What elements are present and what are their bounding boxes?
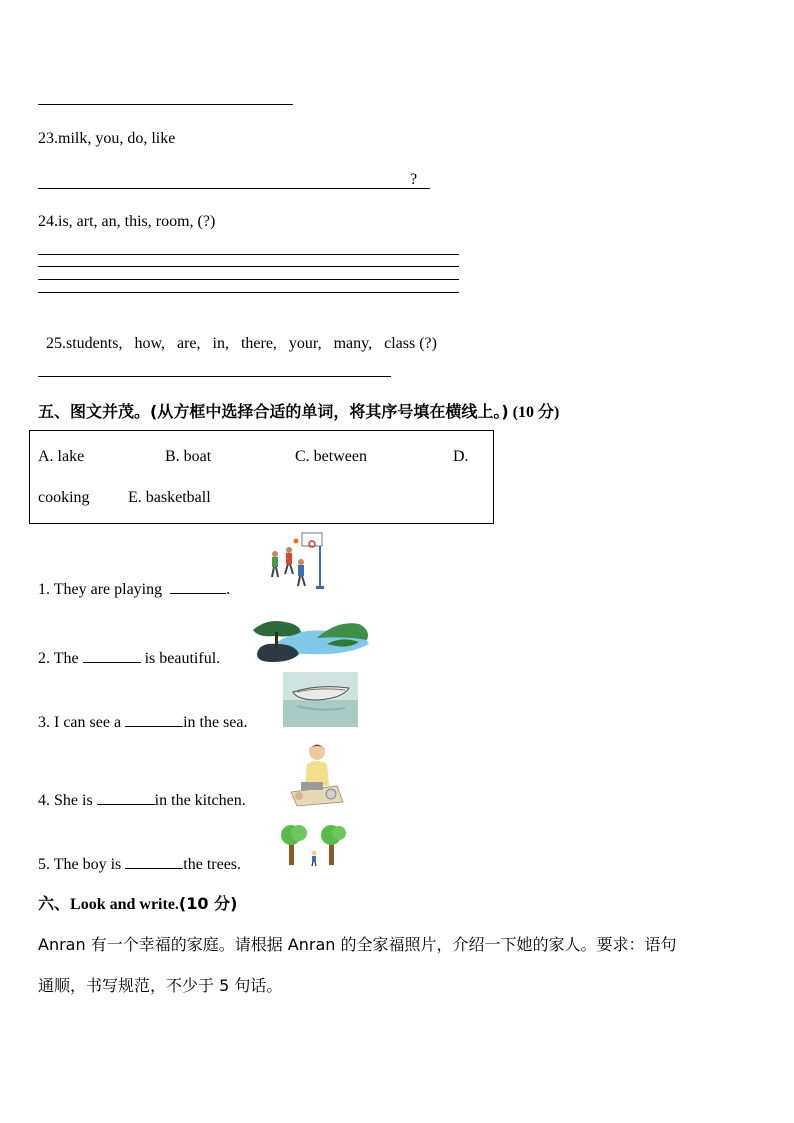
- answer-blank[interactable]: [170, 579, 226, 594]
- boy-between-trees-image: [281, 823, 347, 868]
- option-a: A. lake: [38, 448, 85, 465]
- question-words: milk, you, do, like: [58, 130, 176, 147]
- answer-line-22[interactable]: [38, 104, 293, 105]
- option-c: C. between: [295, 448, 367, 465]
- answer-line-25[interactable]: [38, 376, 391, 377]
- answer-blank[interactable]: [83, 648, 141, 663]
- answer-line-24-c[interactable]: [38, 279, 459, 280]
- item-text-before: 1. They are playing: [38, 581, 163, 598]
- item-text-before: 5. The boy is: [38, 856, 122, 873]
- option-e: E. basketball: [128, 489, 211, 506]
- section-6-instruction-line-1: Anran 有一个幸福的家庭。请根据 Anran 的全家福照片，介绍一下她的家人。要求：语句: [38, 935, 677, 954]
- answer-line-24-a[interactable]: [38, 254, 459, 255]
- answer-line-24-b[interactable]: [38, 266, 459, 267]
- question-24: [38, 213, 215, 231]
- item-text-before: 3. I can see a: [38, 714, 122, 731]
- question-number: 24.: [38, 213, 58, 230]
- question-number: 25.: [46, 335, 66, 352]
- question-words: students, how, are, in, there, your, many, class (?): [66, 335, 437, 352]
- boat-image: [283, 672, 358, 727]
- answer-line-24-d[interactable]: [38, 292, 459, 293]
- section-6-instruction-line-2: 通顺，书写规范，不少于 5 句话。: [38, 976, 283, 995]
- item-2: [38, 648, 220, 668]
- answer-blank[interactable]: [125, 854, 183, 869]
- item-3: [38, 712, 247, 732]
- item-5: [38, 854, 241, 874]
- option-b: B. boat: [165, 448, 212, 465]
- item-1: [38, 579, 230, 599]
- answer-line-23[interactable]: [38, 188, 430, 189]
- item-text-after: in the sea.: [183, 714, 248, 731]
- item-4: [38, 790, 246, 810]
- section-title: 五、图文并茂。: [38, 402, 151, 421]
- answer-blank[interactable]: [125, 712, 183, 727]
- item-text-after: is beautiful.: [144, 650, 221, 667]
- section-score: (10 分): [178, 894, 238, 913]
- section-5-heading: [38, 399, 559, 422]
- item-text-after: .: [226, 581, 231, 598]
- option-d-word: cooking: [38, 489, 90, 506]
- question-25: [38, 317, 437, 353]
- item-text-after: the trees.: [183, 856, 242, 873]
- question-number: 23.: [38, 130, 58, 147]
- option-d: D.: [453, 448, 469, 465]
- question-mark: ?: [410, 171, 418, 188]
- word-options-box: [29, 430, 494, 524]
- question-23: [38, 130, 175, 148]
- section-number: 六、: [38, 894, 71, 913]
- answer-blank[interactable]: [97, 790, 155, 805]
- question-words: is, art, an, this, room, (?): [58, 213, 216, 230]
- lake-landscape-image: [247, 614, 372, 664]
- section-instruction: (从方框中选择合适的单词，将其序号填在横线上。): [150, 402, 509, 421]
- item-text-before: 4. She is: [38, 792, 93, 809]
- basketball-players-image: [263, 532, 333, 592]
- section-6-heading: [38, 891, 237, 914]
- girl-cooking-image: [287, 742, 345, 806]
- item-text-after: in the kitchen.: [154, 792, 246, 809]
- item-text-before: 2. The: [38, 650, 79, 667]
- section-title: Look and write.: [70, 896, 179, 913]
- section-score: (10 分): [512, 404, 560, 421]
